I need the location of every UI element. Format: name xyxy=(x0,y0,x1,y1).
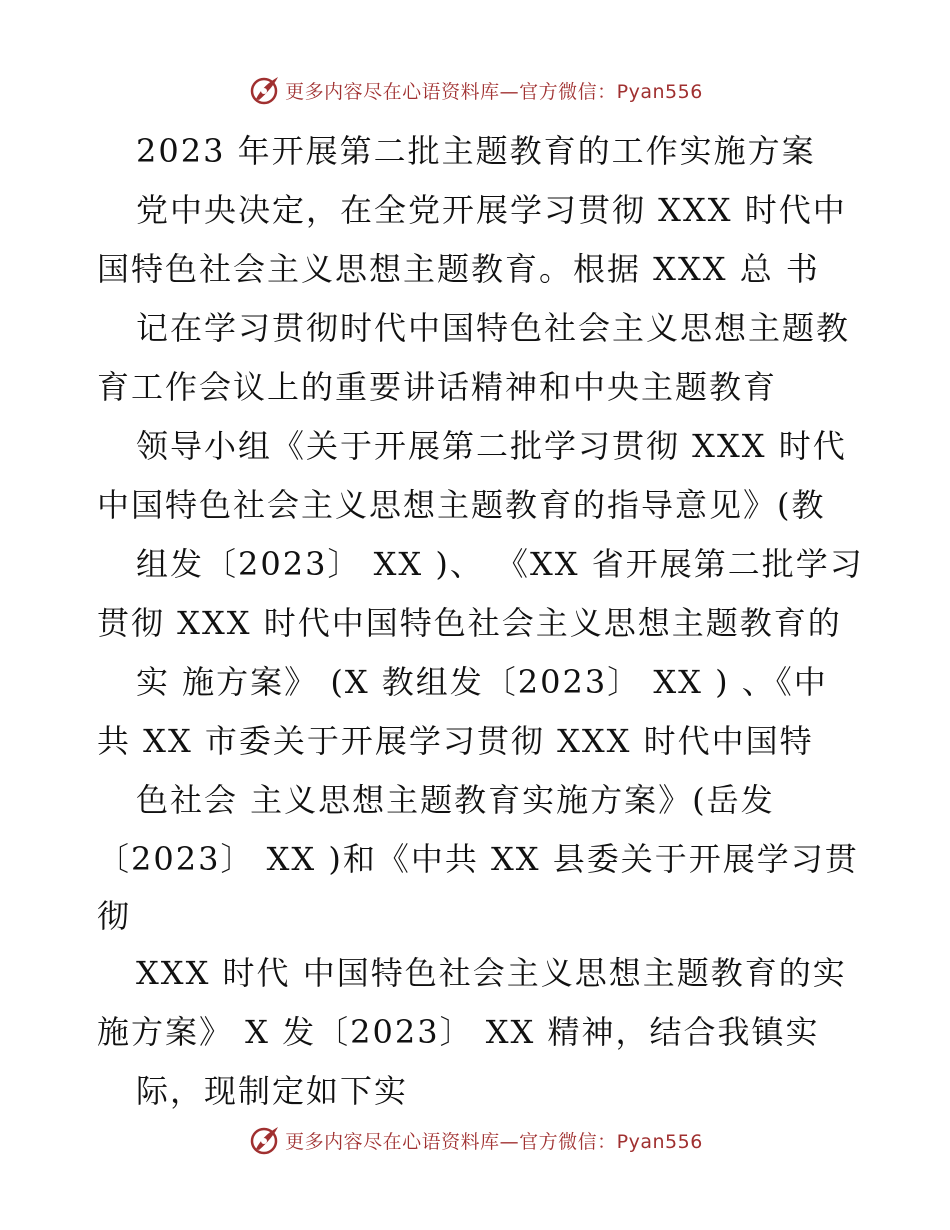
paragraph-line: 彻 xyxy=(97,897,132,935)
paragraph-line: 国特色社会主义思想主题教育。根据 XXX 总 书 xyxy=(97,250,820,288)
paragraph-line: 党中央决定，在全党开展学习贯彻 XXX 时代中 xyxy=(136,191,847,229)
watermark-text: 更多内容尽在心语资料库—官方微信：Pyan556 xyxy=(285,80,703,103)
paragraph-line: XXX 时代 中国特色社会主义思想主题教育的实 xyxy=(136,954,847,992)
quill-circle-logo-icon xyxy=(247,73,281,107)
quill-circle-logo-icon xyxy=(247,1123,281,1157)
footer-watermark xyxy=(0,1122,950,1158)
paragraph-line: 中国特色社会主义思想主题教育的指导意见》(教 xyxy=(97,486,826,524)
paragraph-line: 实 施方案》 (X 教组发〔2023〕 XX ) 、《中 xyxy=(136,663,828,701)
paragraph-line: 共 XX 市委关于开展学习贯彻 XXX 时代中国特 xyxy=(97,722,814,760)
document-title: 2023 年开展第二批主题教育的工作实施方案 xyxy=(136,132,816,170)
paragraph-line: 领导小组《关于开展第二批学习贯彻 XXX 时代 xyxy=(136,427,847,465)
paragraph-line: 育工作会议上的重要讲话精神和中央主题教育 xyxy=(97,368,778,406)
header-watermark xyxy=(0,72,950,108)
paragraph-line: 际，现制定如下实 xyxy=(136,1072,409,1110)
paragraph-line: 组发〔2023〕 XX )、 《XX 省开展第二批学习 xyxy=(136,545,864,583)
paragraph-line: 〔2023〕 XX )和《中共 XX 县委关于开展学习贯 xyxy=(97,840,859,878)
watermark-text: 更多内容尽在心语资料库—官方微信：Pyan556 xyxy=(285,1130,703,1153)
document-body xyxy=(0,122,950,1121)
paragraph-line: 贯彻 XXX 时代中国特色社会主义思想主题教育的 xyxy=(97,604,842,642)
paragraph-line: 施方案》 X 发〔2023〕 XX 精神，结合我镇实 xyxy=(97,1013,820,1051)
paragraph-line: 色社会 主义思想主题教育实施方案》(岳发 xyxy=(136,781,775,819)
paragraph-line: 记在学习贯彻时代中国特色社会主义思想主题教 xyxy=(136,309,851,347)
